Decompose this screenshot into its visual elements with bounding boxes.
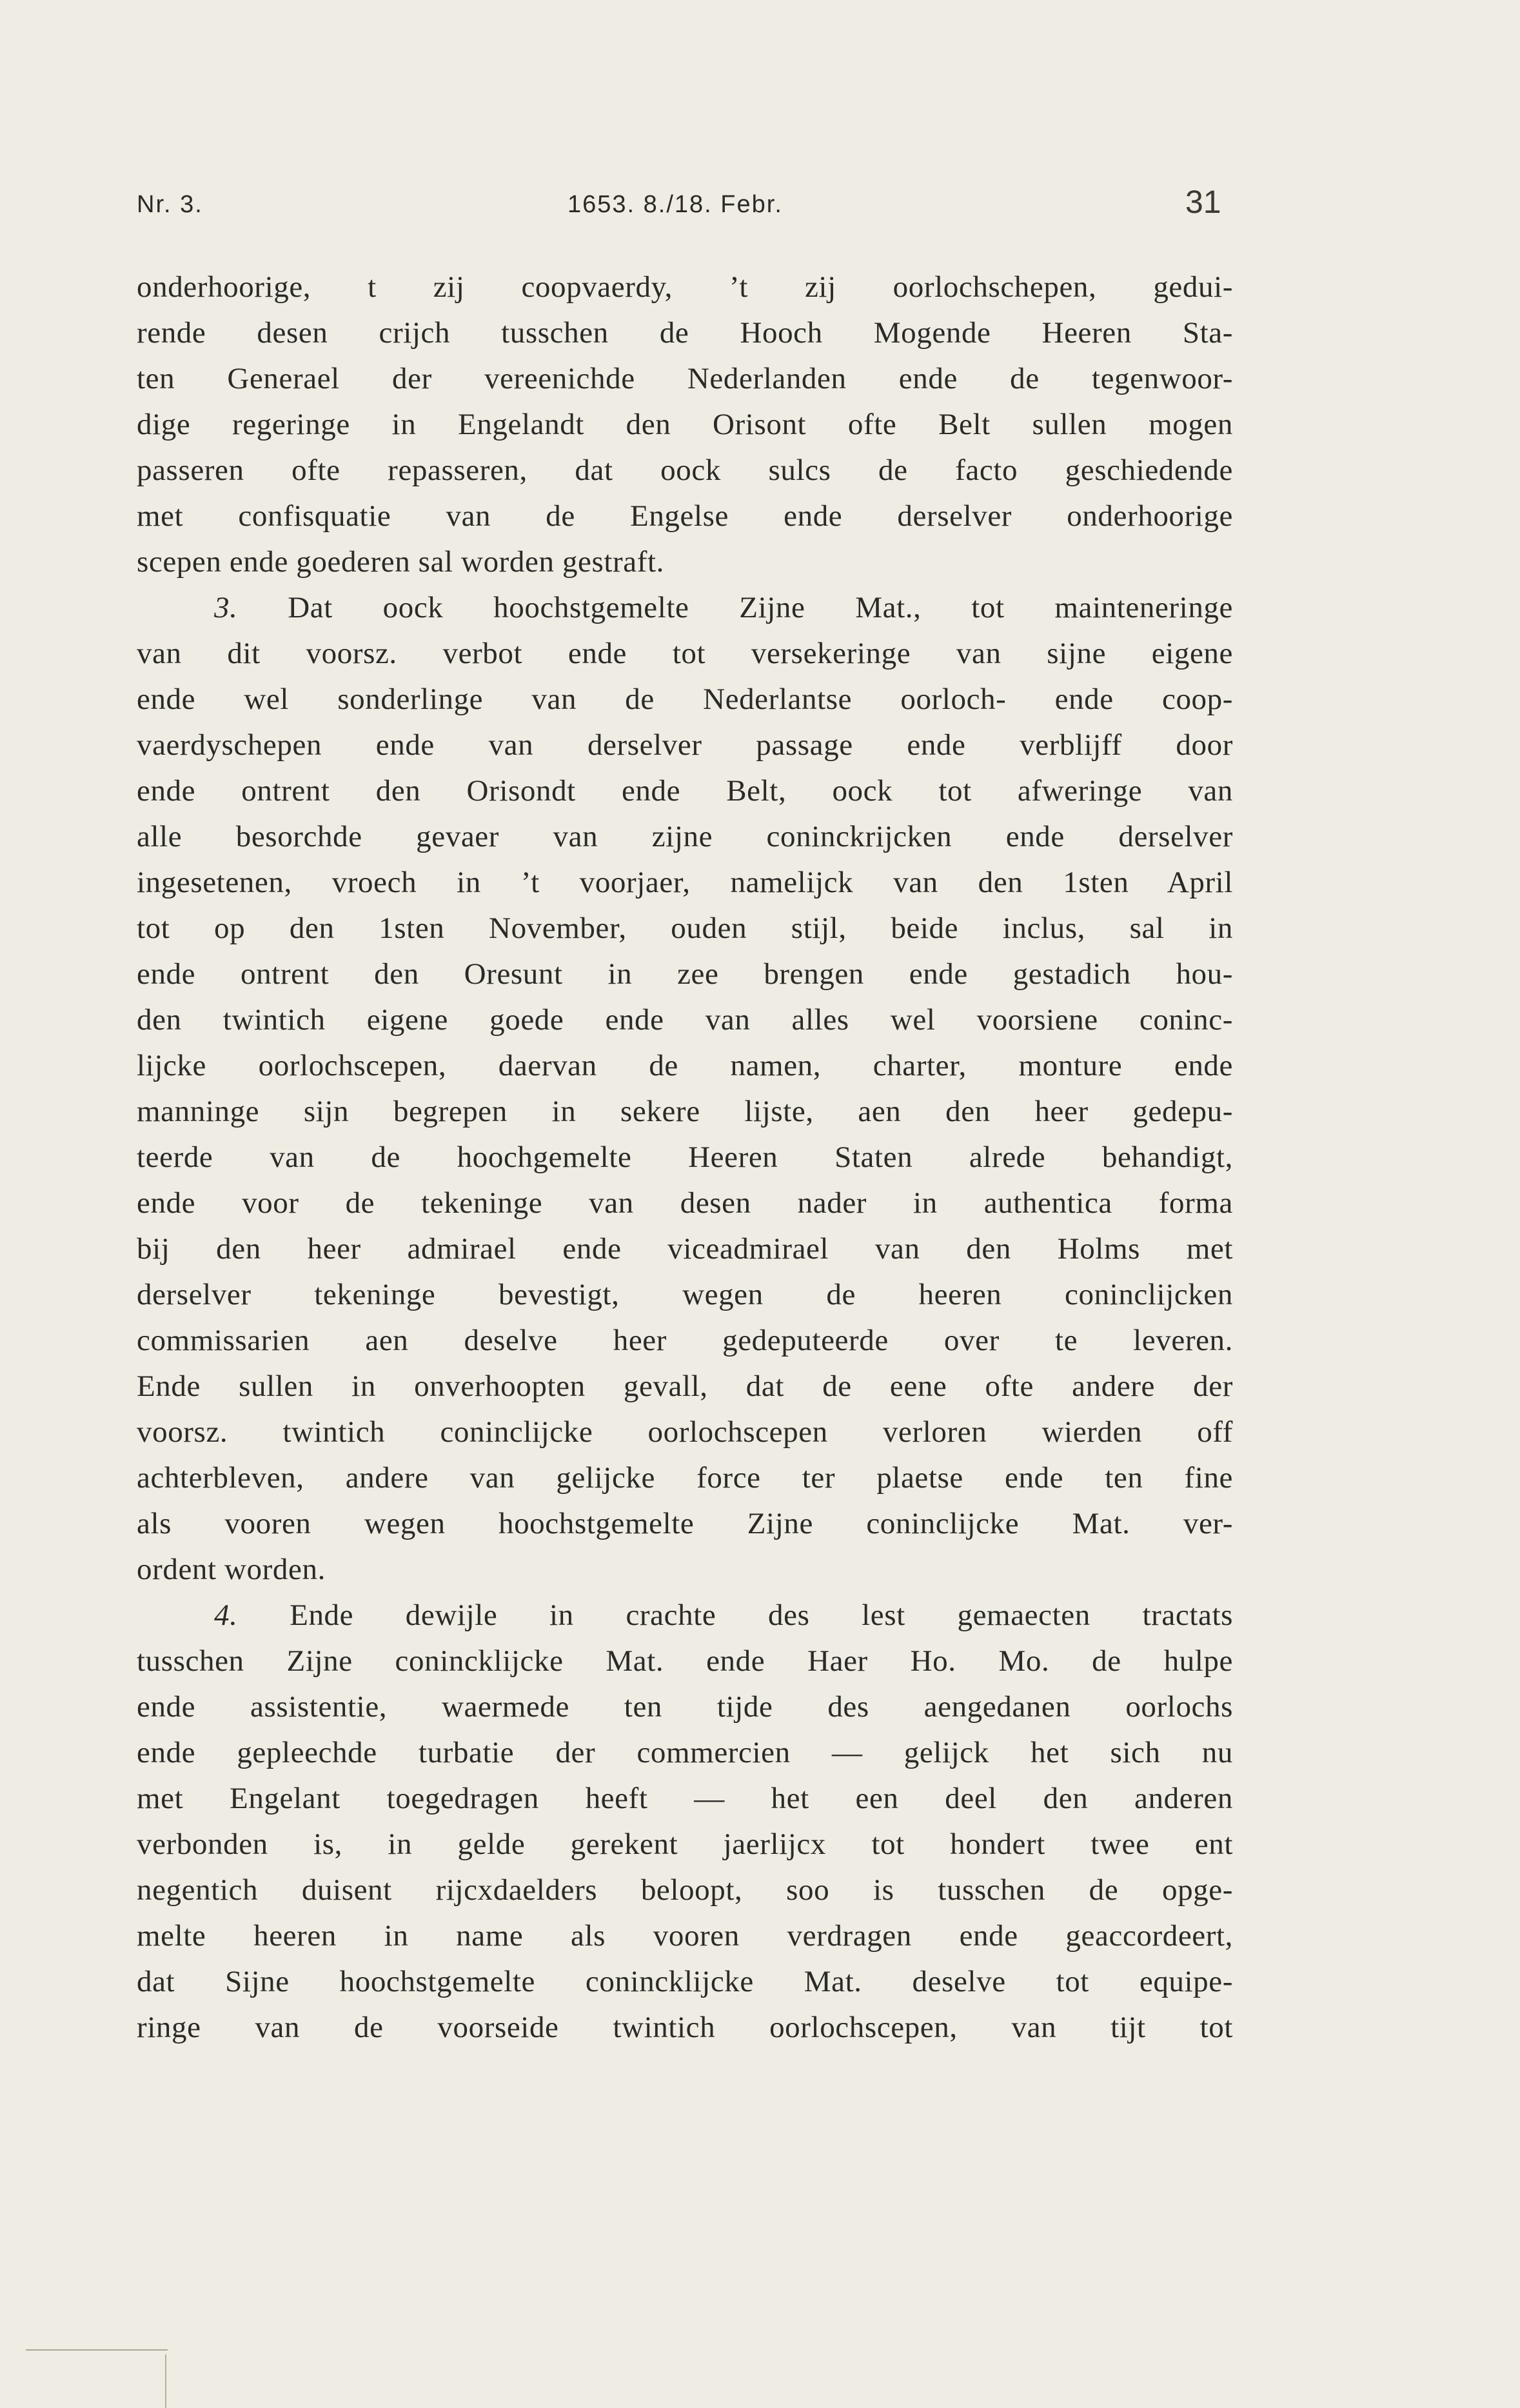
text-line: ende gepleechde turbatie der commercien — gelijck het sich nu <box>137 1736 1233 1769</box>
page-edge-mark <box>165 2354 166 2408</box>
text-line: manninge sijn begrepen in sekere lijste, aen den heer gedepu- <box>137 1095 1233 1128</box>
text-line: passeren ofte repasseren, dat oock sulcs de facto geschiedende <box>137 453 1233 487</box>
body-text <box>137 264 1233 2051</box>
text-line: rende desen crijch tusschen de Hooch Mogende Heeren Sta- <box>137 316 1233 350</box>
text-line: voorsz. twintich coninclijcke oorlochscepen verloren wierden off <box>137 1415 1233 1449</box>
paragraph-start-line <box>137 1593 1233 1638</box>
text-line: alle besorchde gevaer van zijne coninckrijcken ende derselver <box>137 820 1233 853</box>
text-line: teerde van de hoochgemelte Heeren Staten alrede behandigt, <box>137 1140 1233 1174</box>
text-line: commissarien aen deselve heer gedeputeerde over te leveren. <box>137 1324 1233 1357</box>
text-line: scepen ende goederen sal worden gestraft. <box>137 545 665 579</box>
article-number: 4. <box>214 1598 238 1632</box>
text-line: melte heeren in name als vooren verdragen ende geaccordeert, <box>137 1919 1233 1953</box>
text-line: negentich duisent rijcxdaelders beloopt, soo is tusschen de opge- <box>137 1873 1233 1907</box>
text-line: ende assistentie, waermede ten tijde des aengedanen oorlochs <box>137 1690 1233 1724</box>
article-number: 3. <box>214 591 238 624</box>
text-line: ingesetenen, vroech in ’t voorjaer, namelijck van den 1sten April <box>137 866 1233 899</box>
text-line-content: Dat oock hoochstgemelte Zijne Mat., tot mainteneringe <box>237 591 1233 624</box>
text-line: van dit voorsz. verbot ende tot versekeringe van sijne eigene <box>137 637 1233 670</box>
text-line: lijcke oorlochscepen, daervan de namen, charter, monture ende <box>137 1049 1233 1082</box>
text-line: achterbleven, andere van gelijcke force ter plaetse ende ten fine <box>137 1461 1233 1495</box>
text-line: ende wel sonderlinge van de Nederlantse oorloch- ende coop- <box>137 682 1233 716</box>
text-line: tusschen Zijne conincklijcke Mat. ende Haer Ho. Mo. de hulpe <box>137 1644 1233 1678</box>
document-date: 1653. 8./18. Febr. <box>568 191 783 218</box>
text-line: Ende sullen in onverhoopten gevall, dat de eene ofte andere der <box>137 1369 1233 1403</box>
text-line: met Engelant toegedragen heeft — het een deel den anderen <box>137 1782 1233 1815</box>
text-line: tot op den 1sten November, ouden stijl, beide inclus, sal in <box>137 911 1233 945</box>
text-line: bij den heer admirael ende viceadmirael van den Holms met <box>137 1232 1233 1266</box>
text-line: als vooren wegen hoochstgemelte Zijne coninclijcke Mat. ver- <box>137 1507 1233 1540</box>
paragraph-start-line <box>137 585 1233 631</box>
text-line: verbonden is, in gelde gerekent jaerlijcx tot hondert twee ent <box>137 1827 1233 1861</box>
text-line: onderhoorige, t zij coopvaerdy, ’t zij oorlochschepen, gedui- <box>137 270 1233 304</box>
text-line: derselver tekeninge bevestigt, wegen de heeren coninclijcken <box>137 1278 1233 1311</box>
page-number: 31 <box>1185 184 1221 220</box>
text-line: met confisquatie van de Engelse ende derselver onderhoorige <box>137 499 1233 533</box>
text-line: vaerdyschepen ende van derselver passage ende verblijff door <box>137 728 1233 762</box>
page-edge-line <box>26 2349 168 2351</box>
text-line: ten Generael der vereenichde Nederlanden ende de tegenwoor- <box>137 362 1233 395</box>
text-line: ordent worden. <box>137 1553 326 1586</box>
text-line: ende ontrent den Orisondt ende Belt, oock tot afweringe van <box>137 774 1233 808</box>
text-line: ende ontrent den Oresunt in zee brengen ende gestadich hou- <box>137 957 1233 991</box>
text-line: ringe van de voorseide twintich oorlochscepen, van tijt tot <box>137 2011 1233 2044</box>
text-line: dige regeringe in Engelandt den Orisont ofte Belt sullen mogen <box>137 408 1233 441</box>
text-line: dat Sijne hoochstgemelte conincklijcke Mat. deselve tot equipe- <box>137 1965 1233 1998</box>
text-line: ende voor de tekeninge van desen nader in authentica forma <box>137 1186 1233 1220</box>
document-number: Nr. 3. <box>137 191 203 218</box>
text-line-content: Ende dewijle in crachte des lest gemaecten tractats <box>237 1598 1233 1632</box>
page-header <box>0 0 1520 258</box>
text-line: den twintich eigene goede ende van alles wel voorsiene coninc- <box>137 1003 1233 1037</box>
